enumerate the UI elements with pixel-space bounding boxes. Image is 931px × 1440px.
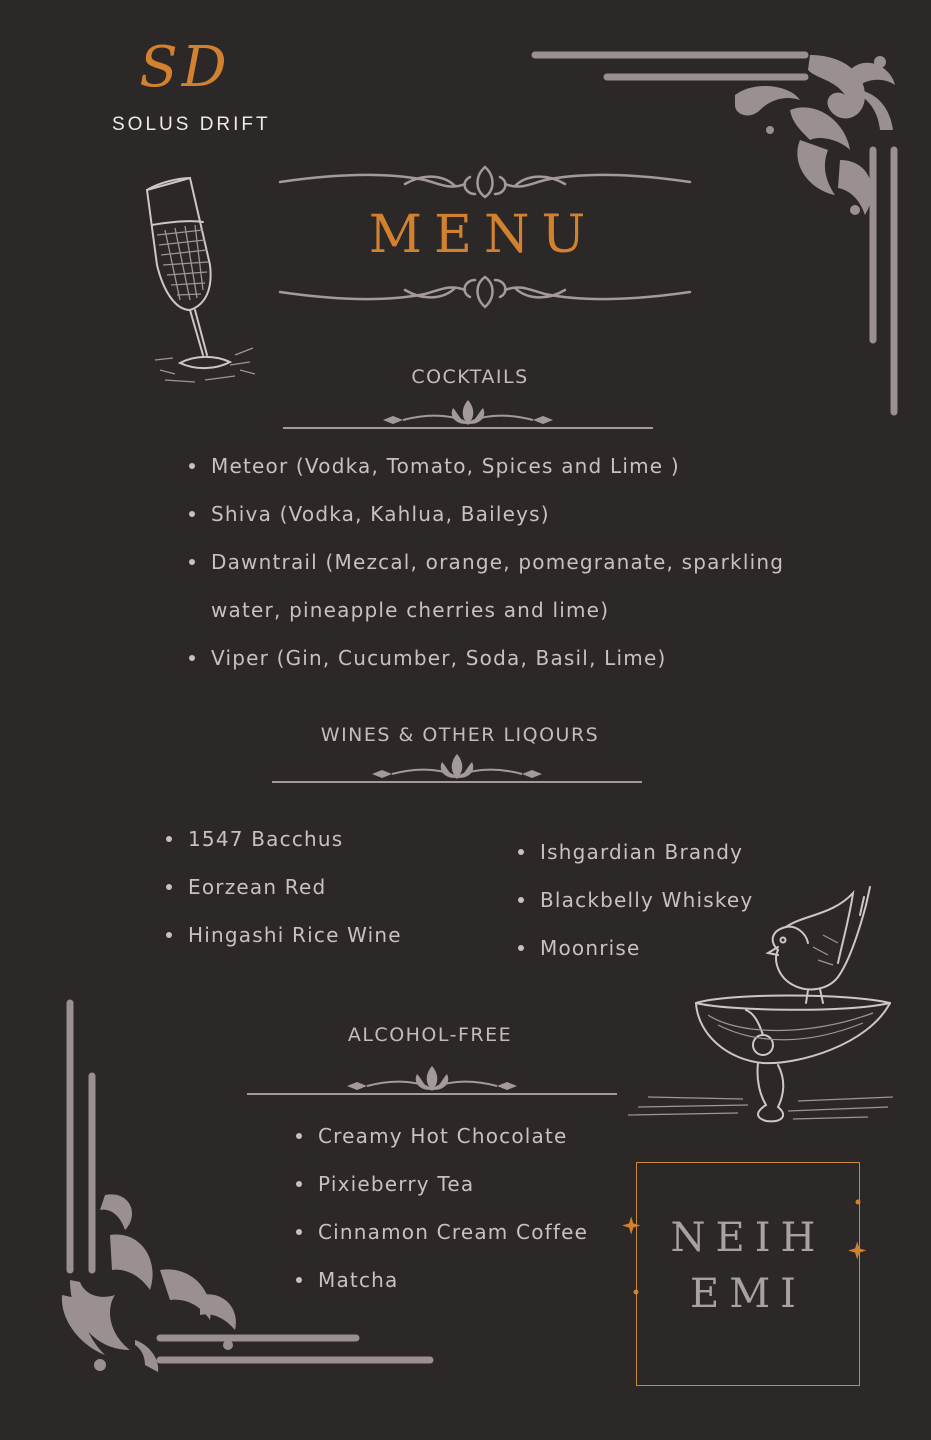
list-item: Pixieberry Tea [296,1160,588,1208]
list-item: Eorzean Red [166,863,402,911]
signature-line-1: NEIH [670,1215,826,1261]
cocktails-list [189,442,784,682]
divider-ornament-icon [275,162,695,202]
list-item: Ishgardian Brandy [518,828,753,876]
wines-list-left [166,815,402,959]
brand-name: SOLUS DRIFT [112,114,271,135]
list-item: 1547 Bacchus [166,815,402,863]
signature-line-2: EMI [690,1271,806,1317]
cocktails-heading: COCKTAILS [411,366,529,388]
wines-heading: WINES & OTHER LIQOURS [320,724,600,746]
bird-on-coupe-glass-icon [628,885,898,1145]
list-item: Moonrise [518,924,753,972]
list-item: Matcha [296,1256,588,1304]
page-title: MENU [368,205,598,265]
alcohol-free-list [296,1112,588,1304]
list-item: Creamy Hot Chocolate [296,1112,588,1160]
list-item: Meteor (Vodka, Tomato, Spices and Lime ) [189,442,784,490]
list-item: Blackbelly Whiskey [518,876,753,924]
brand-monogram: SD [139,35,231,100]
divider-ornament-icon [275,272,695,312]
divider-ornament-icon [283,398,663,438]
divider-ornament-icon [272,752,652,792]
list-item: Viper (Gin, Cucumber, Soda, Basil, Lime) [189,634,784,682]
list-item-continued: water, pineapple cherries and lime) [211,598,610,622]
alcohol-free-heading: ALCOHOL-FREE [347,1024,513,1046]
list-item: Hingashi Rice Wine [166,911,402,959]
list-item: Dawntrail (Mezcal, orange, pomegranate, sparkling [189,538,784,586]
list-item: Cinnamon Cream Coffee [296,1208,588,1256]
signature-text [636,1210,860,1322]
divider-ornament-icon [247,1064,627,1104]
list-item: Shiva (Vodka, Kahlua, Baileys) [189,490,784,538]
